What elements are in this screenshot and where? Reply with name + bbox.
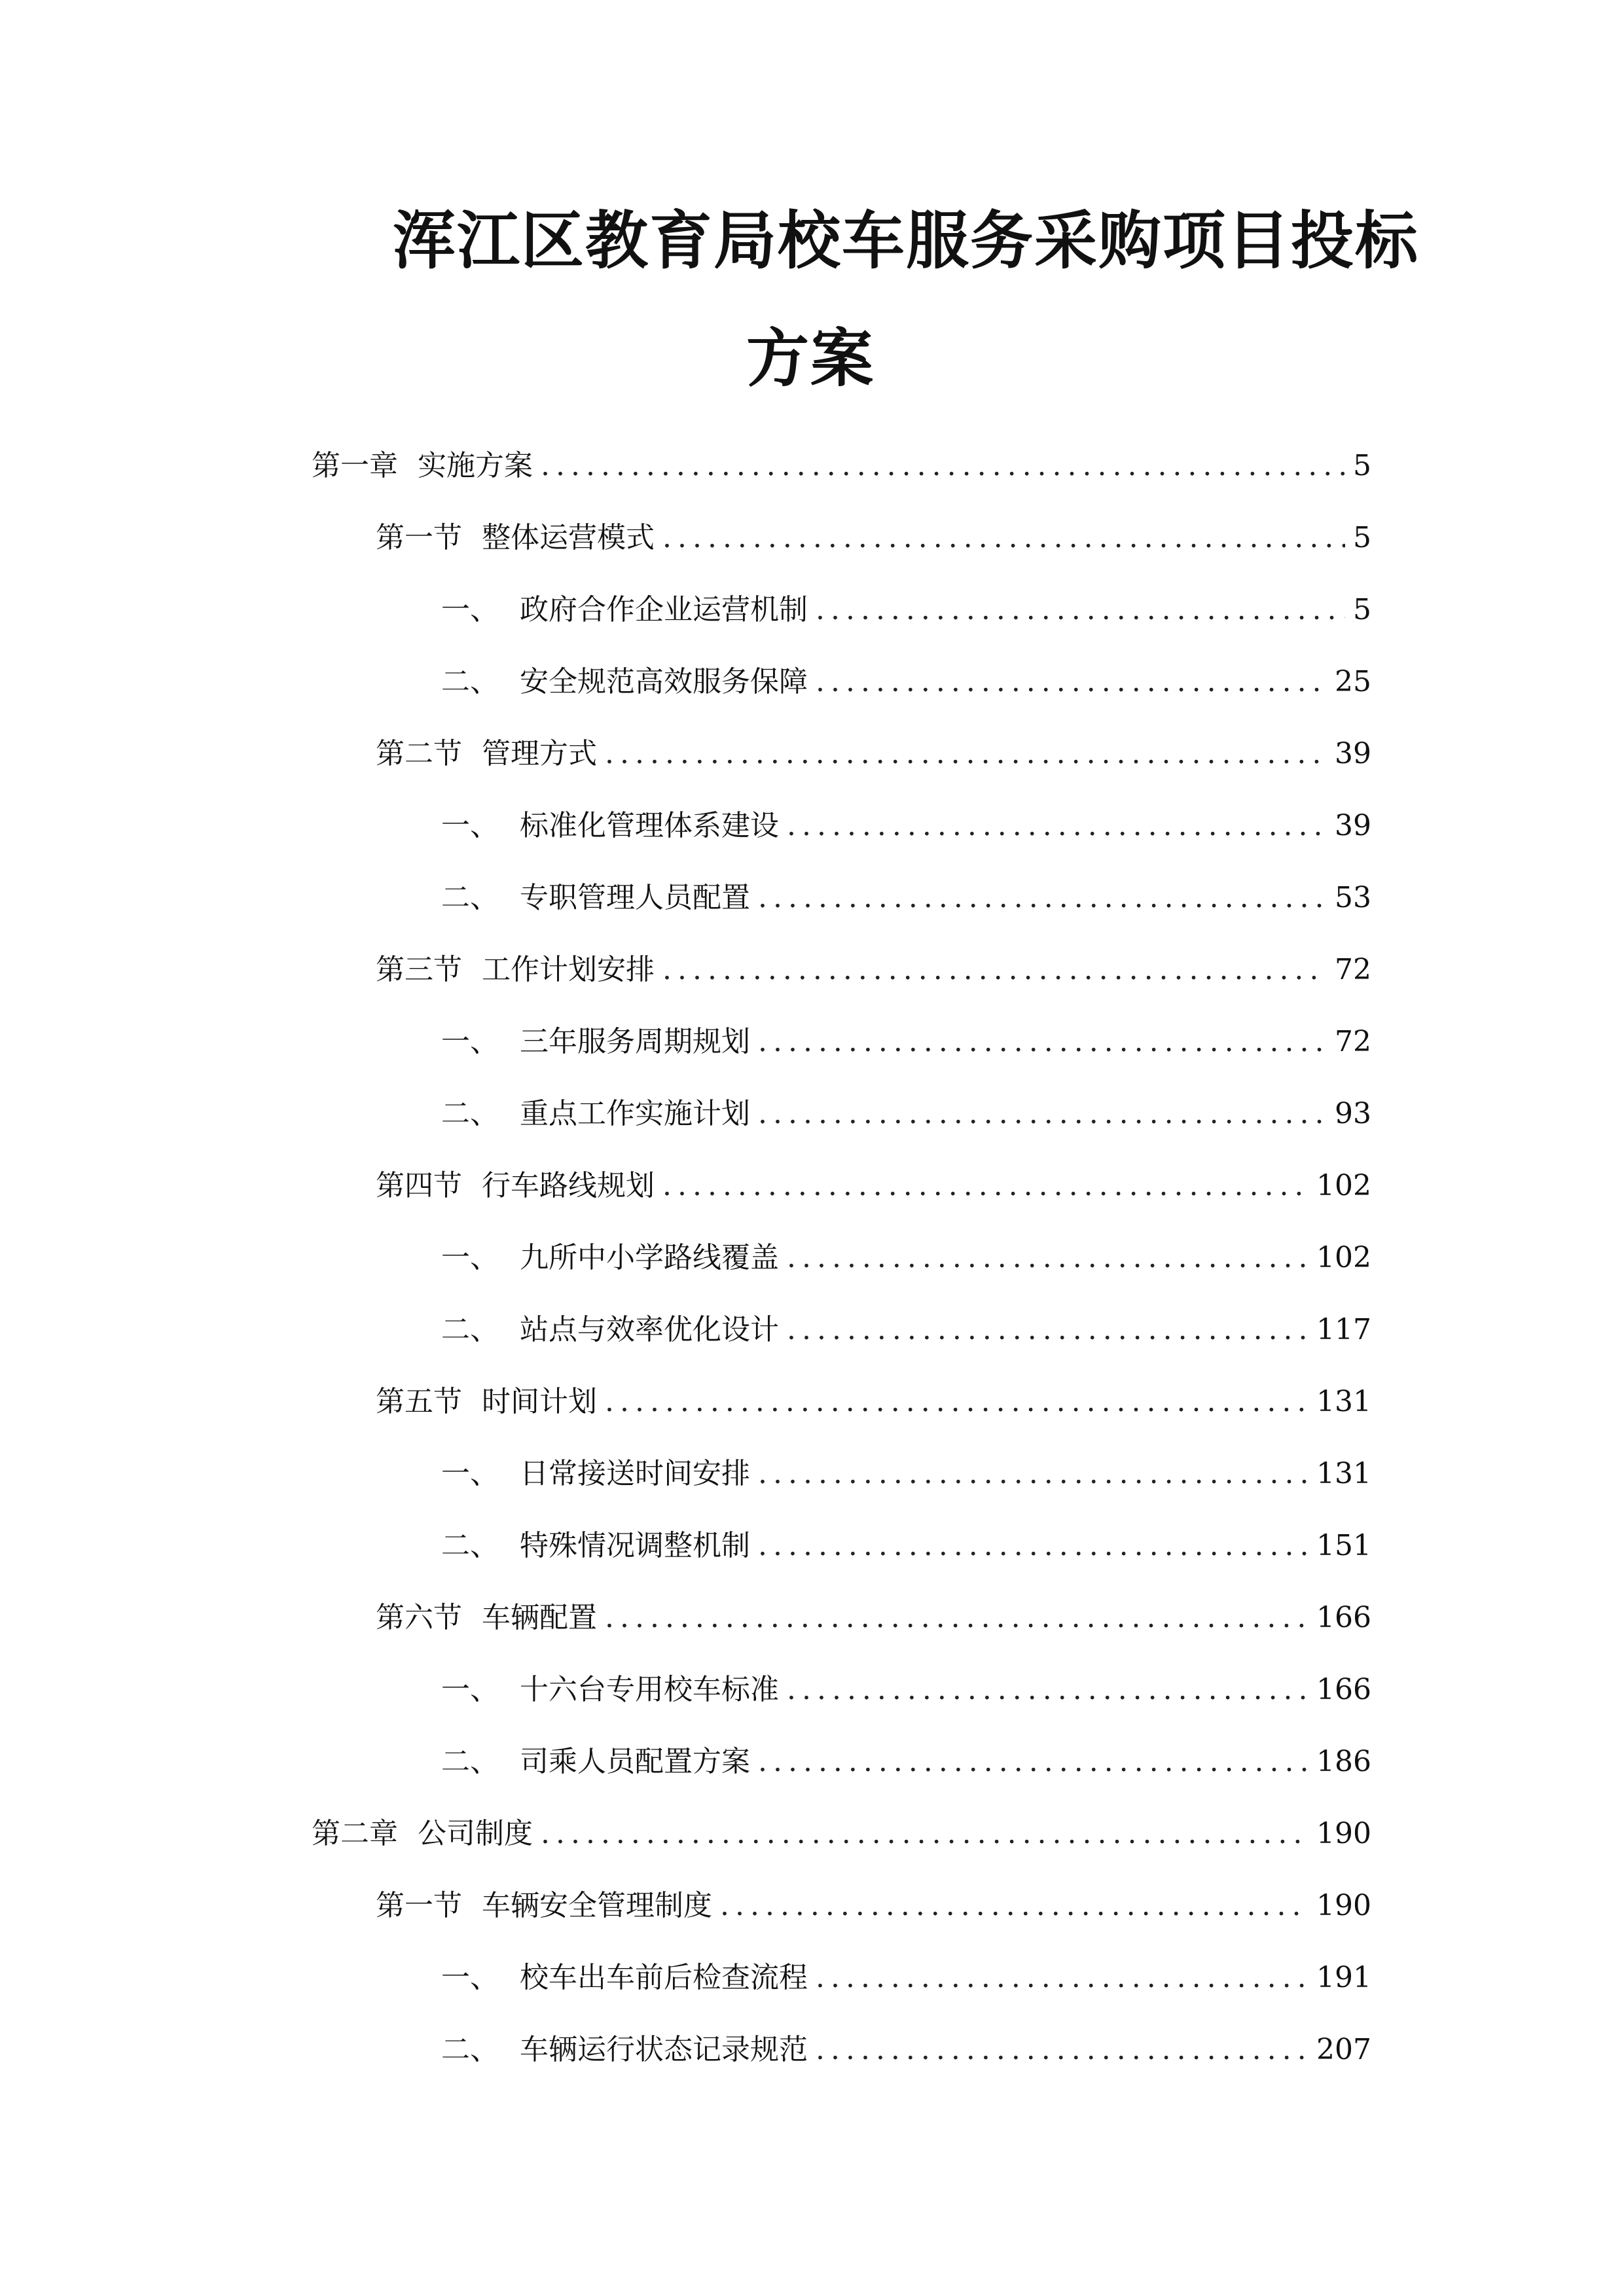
toc-page-number: 5 xyxy=(1353,521,1371,554)
toc-entry-title: 实施方案 xyxy=(418,449,533,482)
toc-dot-leader xyxy=(758,1454,1308,1494)
toc-dot-leader xyxy=(605,734,1327,774)
toc-dot-leader xyxy=(605,1382,1308,1422)
toc-entry-label xyxy=(441,1310,779,1350)
toc-entry[interactable] xyxy=(441,590,1371,630)
toc-entry-title: 十六台专用校车标准 xyxy=(520,1673,779,1706)
toc-entry-label xyxy=(312,446,533,486)
toc-entry[interactable] xyxy=(441,806,1371,846)
toc-entry-label xyxy=(441,1958,808,1998)
toc-page-number: 53 xyxy=(1335,881,1371,914)
toc-entry[interactable] xyxy=(441,662,1371,702)
toc-entry-number: 第三节 xyxy=(376,953,462,986)
toc-page-number: 5 xyxy=(1353,593,1371,626)
toc-entry-label xyxy=(376,1598,597,1638)
toc-entry[interactable] xyxy=(441,1958,1371,1998)
toc-entry-number: 第一节 xyxy=(376,1889,462,1922)
toc-entry-number: 第六节 xyxy=(376,1601,462,1634)
toc-entry-title: 安全规范高效服务保障 xyxy=(520,665,808,698)
toc-entry-title: 站点与效率优化设计 xyxy=(520,1313,779,1346)
toc-entry[interactable] xyxy=(376,1598,1371,1638)
toc-entry-title: 三年服务周期规划 xyxy=(520,1025,750,1058)
toc-dot-leader xyxy=(787,1310,1308,1350)
toc-page-number: 131 xyxy=(1316,1457,1371,1490)
toc-entry-label xyxy=(441,1022,750,1062)
toc-entry[interactable] xyxy=(376,1166,1371,1206)
toc-page-number: 166 xyxy=(1316,1673,1371,1706)
toc-entry-number: 一、 xyxy=(441,1673,499,1706)
toc-entry-label xyxy=(376,1382,597,1422)
toc-page-number: 25 xyxy=(1335,665,1371,698)
toc-entry[interactable] xyxy=(441,1238,1371,1278)
toc-entry[interactable] xyxy=(441,1310,1371,1350)
toc-entry-title: 时间计划 xyxy=(482,1385,597,1418)
toc-entry-label xyxy=(441,1454,750,1494)
toc-entry-label xyxy=(441,878,750,918)
toc-entry[interactable] xyxy=(376,1382,1371,1422)
toc-entry-number: 第二章 xyxy=(312,1817,398,1850)
toc-entry-number: 二、 xyxy=(441,1745,499,1778)
toc-entry-number: 一、 xyxy=(441,1025,499,1058)
toc-dot-leader xyxy=(662,950,1327,990)
toc-dot-leader xyxy=(816,662,1327,702)
toc-entry-title: 重点工作实施计划 xyxy=(520,1097,750,1130)
toc-entry-title: 行车路线规划 xyxy=(482,1169,655,1202)
toc-page-number: 207 xyxy=(1316,2033,1371,2066)
toc-entry-number: 一、 xyxy=(441,1241,499,1274)
toc-dot-leader xyxy=(758,1742,1308,1782)
toc-page-number: 131 xyxy=(1316,1385,1371,1418)
toc-entry-title: 政府合作企业运营机制 xyxy=(520,593,808,626)
toc-entry-title: 校车出车前后检查流程 xyxy=(520,1961,808,1994)
toc-dot-leader xyxy=(605,1598,1308,1638)
toc-entry-number: 一、 xyxy=(441,593,499,626)
toc-entry-label xyxy=(441,662,808,702)
toc-entry-title: 司乘人员配置方案 xyxy=(520,1745,750,1778)
toc-dot-leader xyxy=(816,2030,1308,2070)
toc-dot-leader xyxy=(720,1886,1308,1926)
toc-page-number: 102 xyxy=(1316,1241,1371,1274)
toc-dot-leader xyxy=(787,1238,1308,1278)
toc-page-number: 39 xyxy=(1335,737,1371,770)
toc-entry-label xyxy=(441,1094,750,1134)
toc-entry-label xyxy=(376,950,655,990)
toc-page-number: 117 xyxy=(1316,1313,1371,1346)
toc-page-number: 102 xyxy=(1316,1169,1371,1202)
toc-page-number: 72 xyxy=(1335,953,1371,986)
toc-entry-label xyxy=(441,1670,779,1710)
toc-entry-title: 车辆安全管理制度 xyxy=(482,1889,712,1922)
toc-entry-title: 日常接送时间安排 xyxy=(520,1457,750,1490)
toc-dot-leader xyxy=(816,1958,1308,1998)
toc-entry-title: 公司制度 xyxy=(418,1817,533,1850)
toc-entry-label xyxy=(441,1742,750,1782)
toc-entry-number: 第二节 xyxy=(376,737,462,770)
toc-entry-label xyxy=(376,734,597,774)
toc-entry-label xyxy=(376,1886,712,1926)
toc-entry-number: 第一节 xyxy=(376,521,462,554)
toc-dot-leader xyxy=(541,1814,1308,1854)
toc-dot-leader xyxy=(541,446,1345,486)
toc-entry-title: 车辆配置 xyxy=(482,1601,597,1634)
toc-entry-number: 第一章 xyxy=(312,449,398,482)
toc-page-number: 151 xyxy=(1316,1529,1371,1562)
toc-page-number: 166 xyxy=(1316,1601,1371,1634)
toc-entry-label xyxy=(376,1166,655,1206)
toc-entry-number: 二、 xyxy=(441,881,499,914)
document-title-line-2: 方案 xyxy=(746,321,875,395)
toc-page-number: 191 xyxy=(1316,1961,1371,1994)
toc-dot-leader xyxy=(662,1166,1308,1206)
toc-dot-leader xyxy=(787,806,1327,846)
toc-entry-title: 标准化管理体系建设 xyxy=(520,809,779,842)
toc-entry-title: 整体运营模式 xyxy=(482,521,655,554)
toc-entry-label xyxy=(441,1526,750,1566)
toc-dot-leader xyxy=(662,518,1345,558)
toc-entry[interactable] xyxy=(441,1094,1371,1134)
toc-entry-title: 专职管理人员配置 xyxy=(520,881,750,914)
document-title-line-1: 浑江区教育局校车服务采购项目投标 xyxy=(393,204,1419,278)
toc-dot-leader xyxy=(758,878,1327,918)
toc-entry[interactable] xyxy=(441,2030,1371,2070)
toc-entry-title: 车辆运行状态记录规范 xyxy=(520,2033,808,2066)
toc-entry[interactable] xyxy=(441,1670,1371,1710)
toc-entry[interactable] xyxy=(312,446,1371,486)
toc-entry[interactable] xyxy=(312,1814,1371,1854)
toc-entry-label xyxy=(312,1814,533,1854)
toc-entry[interactable] xyxy=(441,1454,1371,1494)
toc-page-number: 190 xyxy=(1316,1889,1371,1922)
toc-entry[interactable] xyxy=(441,1022,1371,1062)
toc-entry-number: 第五节 xyxy=(376,1385,462,1418)
toc-entry-number: 一、 xyxy=(441,809,499,842)
toc-entry[interactable] xyxy=(441,1742,1371,1782)
toc-dot-leader xyxy=(816,590,1345,630)
toc-dot-leader xyxy=(787,1670,1308,1710)
toc-entry-number: 第四节 xyxy=(376,1169,462,1202)
toc-entry[interactable] xyxy=(441,1526,1371,1566)
toc-entry-number: 二、 xyxy=(441,2033,499,2066)
toc-entry-number: 二、 xyxy=(441,1529,499,1562)
toc-entry-number: 一、 xyxy=(441,1457,499,1490)
toc-entry[interactable] xyxy=(376,518,1371,558)
toc-page-number: 190 xyxy=(1316,1817,1371,1850)
toc-page-number: 72 xyxy=(1335,1025,1371,1058)
toc-entry-label xyxy=(441,1238,779,1278)
toc-entry-label xyxy=(376,518,655,558)
toc-entry-label xyxy=(441,2030,808,2070)
toc-dot-leader xyxy=(758,1526,1308,1566)
toc-entry-title: 九所中小学路线覆盖 xyxy=(520,1241,779,1274)
toc-entry-number: 一、 xyxy=(441,1961,499,1994)
toc-entry[interactable] xyxy=(441,878,1371,918)
toc-entry-label xyxy=(441,806,779,846)
toc-page-number: 39 xyxy=(1335,809,1371,842)
toc-page-number: 186 xyxy=(1316,1745,1371,1778)
toc-page-number: 5 xyxy=(1353,449,1371,482)
toc-entry-label xyxy=(441,590,808,630)
toc-dot-leader xyxy=(758,1094,1327,1134)
toc-page-number: 93 xyxy=(1335,1097,1371,1130)
toc-entry[interactable] xyxy=(376,950,1371,990)
toc-entry-title: 特殊情况调整机制 xyxy=(520,1529,750,1562)
toc-entry-title: 管理方式 xyxy=(482,737,597,770)
toc-entry-title: 工作计划安排 xyxy=(482,953,655,986)
toc-entry-number: 二、 xyxy=(441,1097,499,1130)
toc-entry[interactable] xyxy=(376,1886,1371,1926)
toc-dot-leader xyxy=(758,1022,1327,1062)
toc-entry-number: 二、 xyxy=(441,665,499,698)
toc-entry[interactable] xyxy=(376,734,1371,774)
toc-entry-number: 二、 xyxy=(441,1313,499,1346)
